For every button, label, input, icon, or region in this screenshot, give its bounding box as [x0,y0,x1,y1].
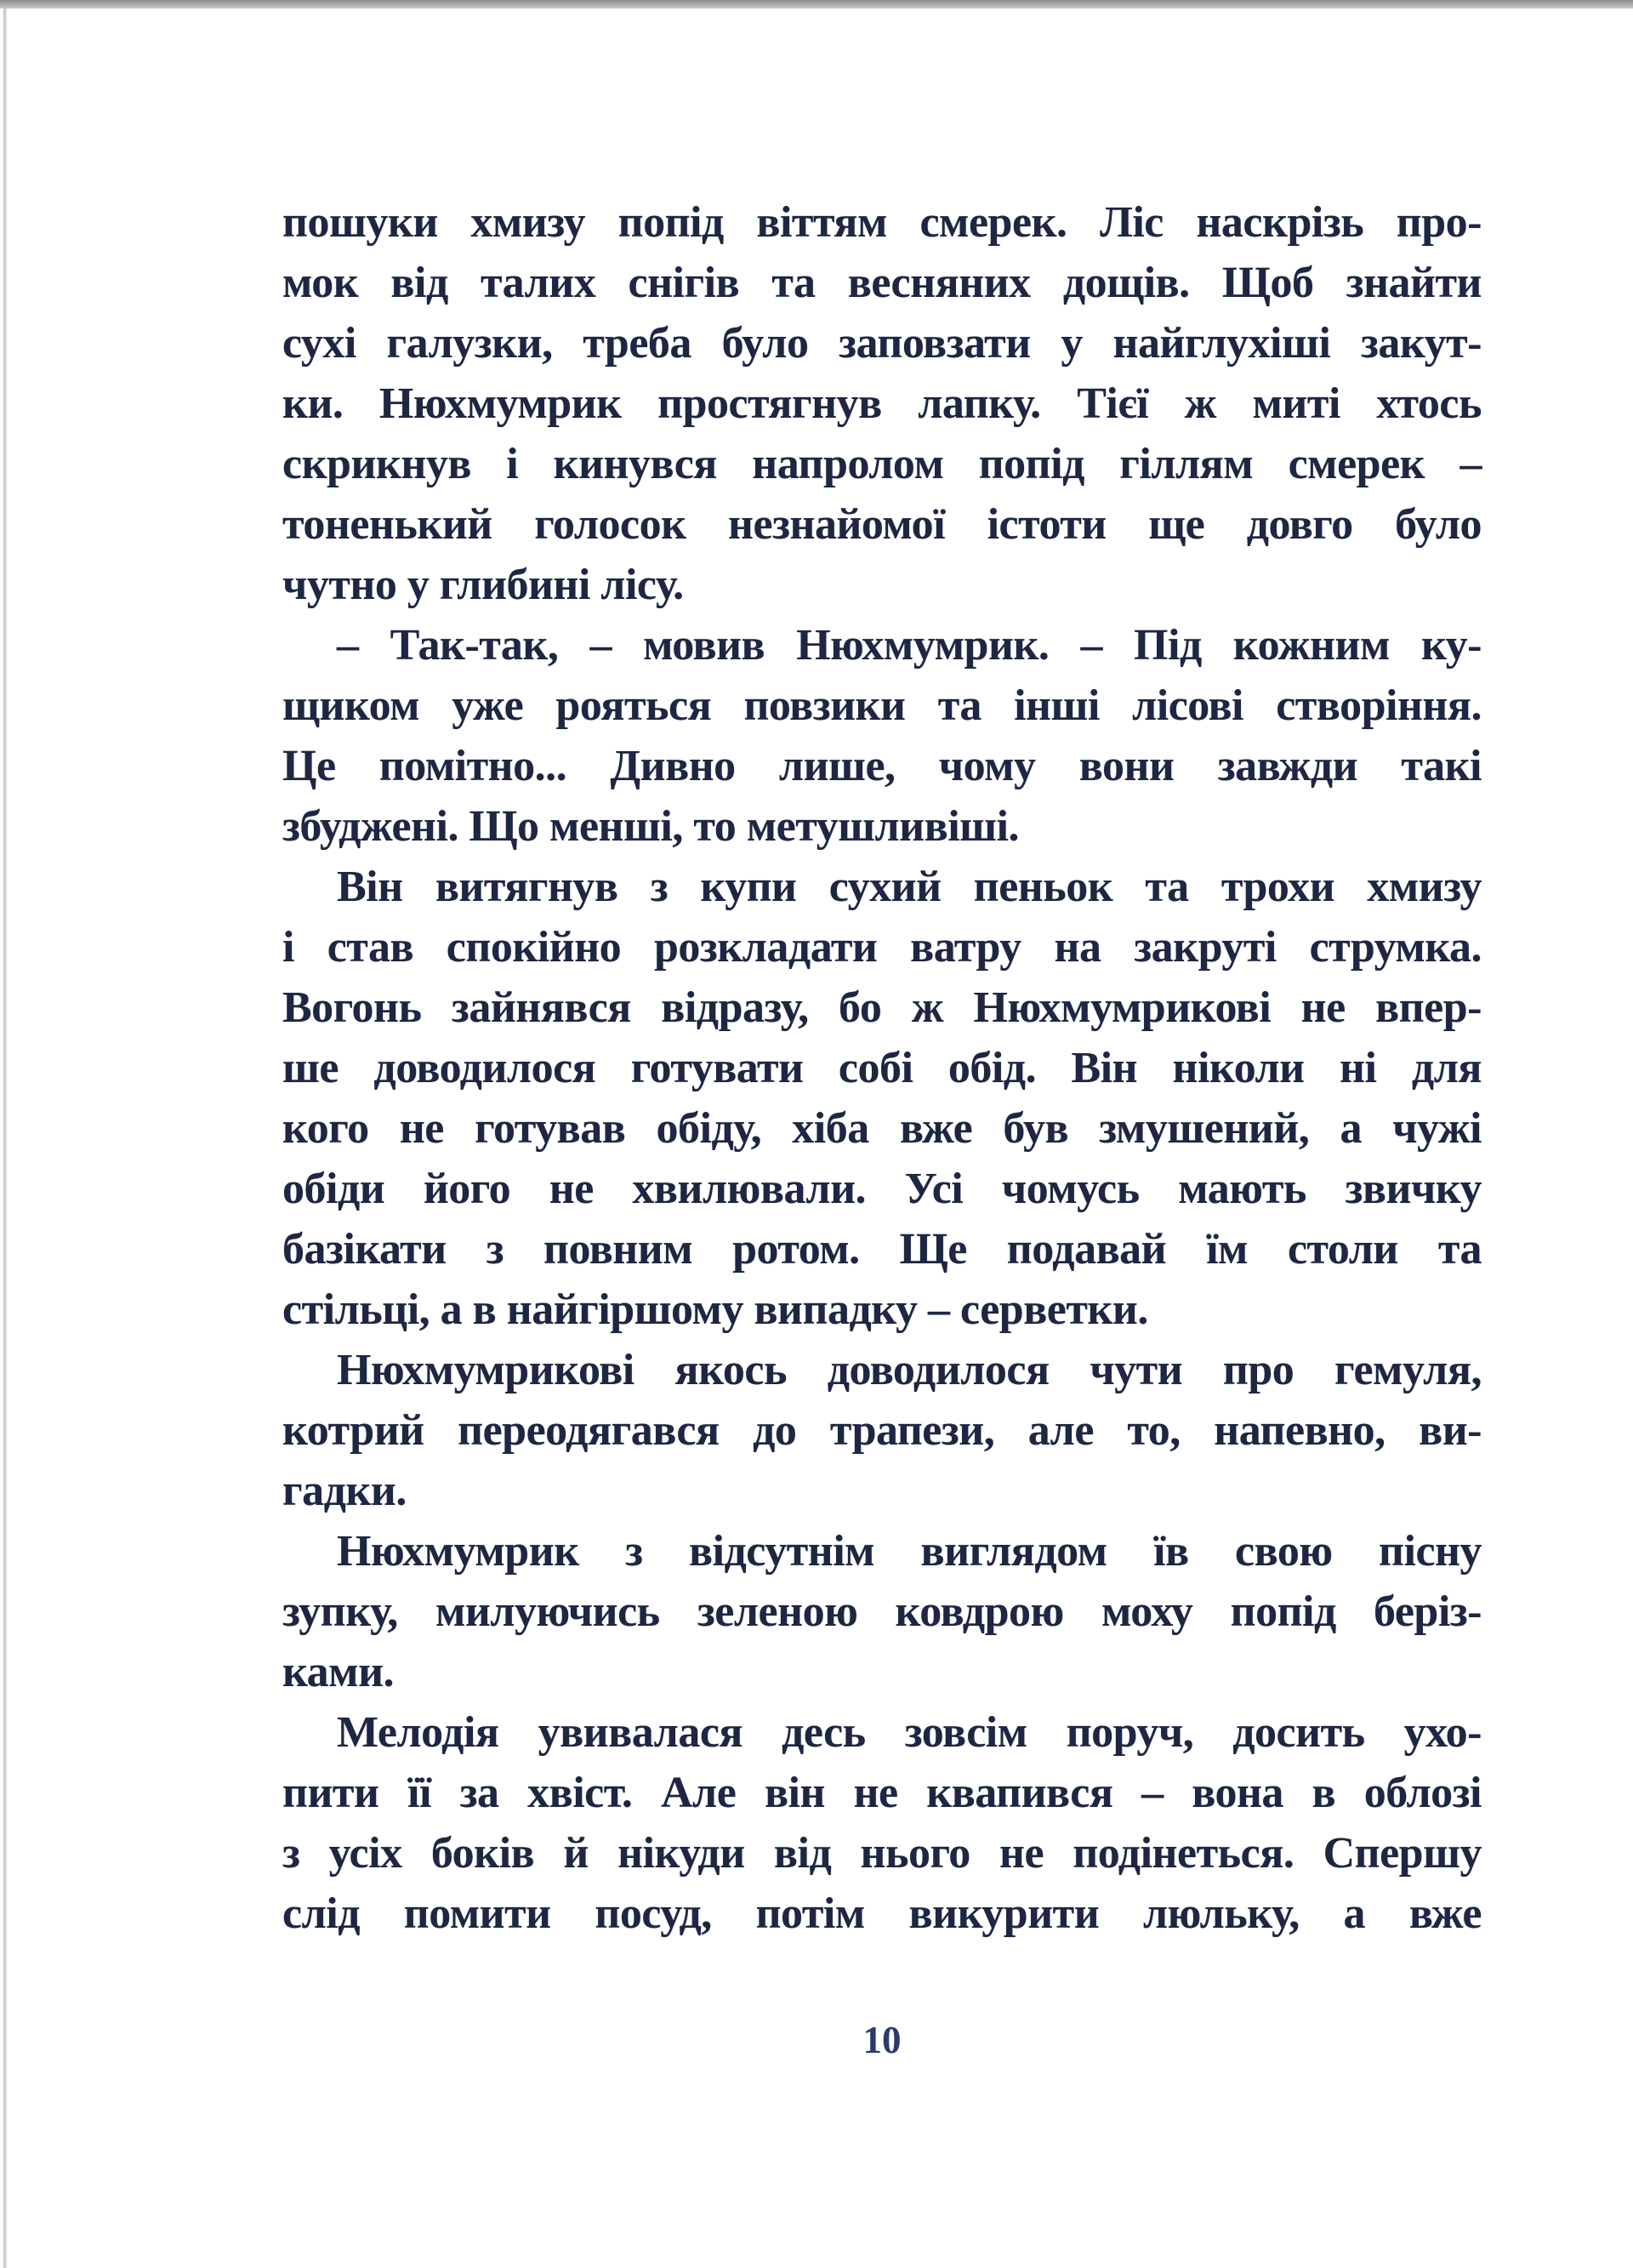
text-line: Він витягнув з купи сухий пеньок та трохи хмизу [337,863,1482,911]
paragraph [282,1521,1482,1702]
text-line: зупку, милуючись зеленою ковдрою моху попід беріз- [282,1587,1482,1636]
text-line: щиком уже рояться повзики та інші лісові створіння. [282,681,1482,730]
text-line: Нюхмумрикові якось доводилося чути про гемуля, [337,1346,1482,1394]
paragraph [282,615,1482,857]
text-line: ками. [282,1648,395,1696]
text-line: чутно у глибині лісу. [282,561,684,609]
text-line: стільці, а в найгіршому випадку – серветки. [282,1285,1148,1334]
text-line: базікати з повним ротом. Ще подавай їм столи та [282,1225,1482,1274]
scan-left-edge [3,9,7,2268]
text-line: збуджені. Що менші, то метушливіші. [282,802,1019,851]
text-line: пити її за хвіст. Але він не квапився – вона в облозі [282,1769,1482,1817]
paragraph [282,857,1482,1340]
text-line: Вогонь зайнявся відразу, бо ж Нюхмумрикові не впер- [282,983,1482,1032]
text-line: кого не готував обіду, хіба вже був змушений, а чужі [282,1104,1482,1153]
text-line: Це помітно... Дивно лише, чому вони завжди такі [282,742,1482,790]
page-number: 10 [862,2019,902,2061]
text-line: обіди його не хвилювали. Усі чомусь мають звичку [282,1165,1482,1213]
paragraph [282,1702,1482,1944]
text-line: Нюхмумрик з відсутнім виглядом їв свою пісну [337,1527,1482,1576]
text-line: слід помити посуд, потім викурити люльку, а вже [282,1889,1482,1938]
text-line: пошуки хмизу попід віттям смерек. Ліс наскрізь про- [282,198,1482,247]
text-line: тоненький голосок незнайомої істоти ще довго було [282,500,1482,549]
text-line: ше доводилося готувати собі обід. Він ніколи ні для [282,1044,1482,1092]
text-line: – Так-так, – мовив Нюхмумрик. – Під кожним ку- [337,621,1482,670]
paragraph [282,192,1482,615]
body-text [282,192,1482,1944]
paragraph [282,1340,1482,1521]
text-line: ки. Нюхмумрик простягнув лапку. Тієї ж миті хтось [282,379,1482,428]
text-line: мок від талих снігів та весняних дощів. Щоб знайти [282,259,1482,307]
text-line: сухі галузки, треба було заповзати у найглухіші закут- [282,319,1482,368]
text-line: з усіх боків й нікуди від нього не подінеться. Спершу [282,1829,1482,1878]
text-line: гадки. [282,1467,407,1515]
text-line: і став спокійно розкладати ватру на закруті струмка. [282,923,1482,972]
text-line: котрий переодягався до трапези, але то, напевно, ви- [282,1406,1482,1455]
text-line: скрикнув і кинувся напролом попід гіллям смерек – [282,440,1482,488]
text-line: Мелодія увивалася десь зовсім поруч, досить ухо- [337,1708,1482,1757]
scan-top-edge [0,0,1633,9]
